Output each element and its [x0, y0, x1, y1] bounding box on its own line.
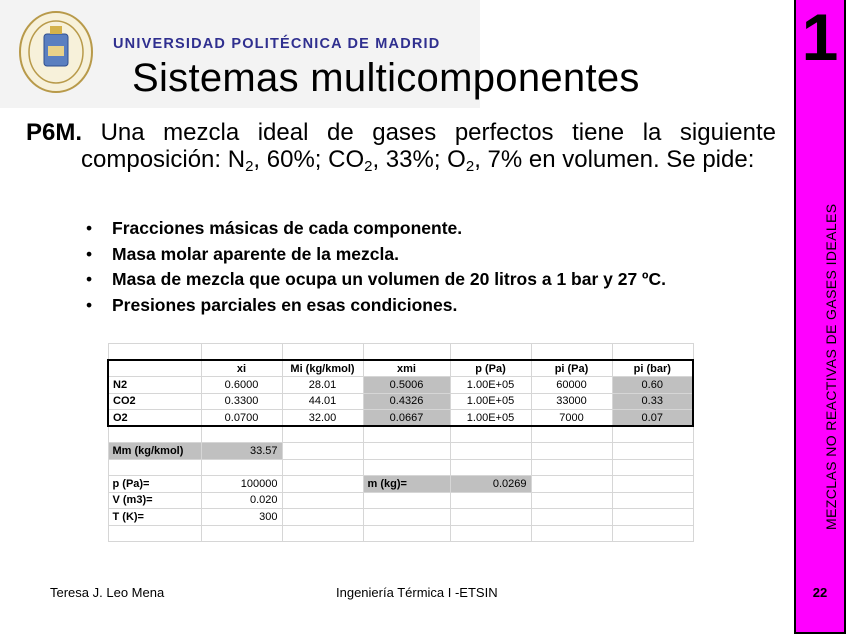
empty-row	[108, 344, 693, 361]
page-number: 22	[812, 585, 828, 600]
subscript-n2: 2	[245, 158, 254, 175]
cell: 28.01	[282, 377, 363, 394]
m-label: m (kg)=	[363, 476, 450, 493]
row-label: CO2	[108, 393, 201, 410]
pressure-row	[108, 476, 693, 493]
university-seal-icon	[18, 10, 94, 94]
problem-text-c: , 33%; O	[372, 146, 466, 173]
header-cell: p (Pa)	[450, 360, 531, 377]
cell: 0.4326	[363, 393, 450, 410]
row-label: O2	[108, 410, 201, 427]
cell: 44.01	[282, 393, 363, 410]
cell: 1.00E+05	[450, 393, 531, 410]
results-spreadsheet	[107, 343, 694, 542]
cell: 7000	[531, 410, 612, 427]
cell: 33000	[531, 393, 612, 410]
temperature-row	[108, 509, 693, 526]
problem-text-b: , 60%; CO	[253, 146, 365, 173]
footer-course: Ingeniería Térmica I -ETSIN	[336, 585, 498, 600]
task-item: • Masa molar aparente de la mezcla.	[86, 244, 666, 270]
cell: 0.33	[612, 393, 693, 410]
chapter-number: 1	[801, 0, 839, 74]
chapter-sideband	[794, 0, 846, 634]
cell: 0.07	[612, 410, 693, 427]
p-value: 100000	[201, 476, 282, 493]
header-cell: pi (Pa)	[531, 360, 612, 377]
mm-label: Mm (kg/kmol)	[108, 443, 201, 460]
cell: 1.00E+05	[450, 377, 531, 394]
subscript-co2: 2	[364, 158, 373, 175]
subscript-o2: 2	[465, 158, 475, 175]
empty-row	[108, 459, 693, 476]
cell: 0.0700	[201, 410, 282, 427]
university-name: UNIVERSIDAD POLITÉCNICA DE MADRID	[113, 36, 441, 52]
cell: 0.60	[612, 377, 693, 394]
header-cell: xmi	[363, 360, 450, 377]
mm-value: 33.57	[201, 443, 282, 460]
table-row	[108, 410, 693, 427]
row-label: N2	[108, 377, 201, 394]
header-cell: Mi (kg/kmol)	[282, 360, 363, 377]
t-value: 300	[201, 509, 282, 526]
header-cell: pi (bar)	[612, 360, 693, 377]
slide-title: Sistemas multicomponentes	[132, 56, 640, 100]
cell: 0.5006	[363, 377, 450, 394]
cell: 0.3300	[201, 393, 282, 410]
header-cell	[108, 360, 201, 377]
problem-text-d: , 7% en volumen. Se pide:	[474, 146, 755, 173]
problem-text-a: Una mezcla ideal de gases perfectos tiene la siguiente composición: N	[81, 119, 776, 173]
footer-author: Teresa J. Leo Mena	[50, 585, 165, 600]
table-row	[108, 377, 693, 394]
header	[0, 0, 640, 108]
molar-mass-row	[108, 443, 693, 460]
empty-row	[108, 426, 693, 443]
v-value: 0.020	[201, 492, 282, 509]
t-label: T (K)=	[108, 509, 201, 526]
task-item: • Fracciones másicas de cada componente.	[86, 218, 666, 244]
table-row	[108, 393, 693, 410]
cell: 0.0667	[363, 410, 450, 427]
p-label: p (Pa)=	[108, 476, 201, 493]
problem-label: P6M.	[26, 119, 83, 146]
chapter-topic: MEZCLAS NO REACTIVAS DE GASES IDEALES	[823, 203, 839, 530]
cell: 0.6000	[201, 377, 282, 394]
cell: 1.00E+05	[450, 410, 531, 427]
volume-row	[108, 492, 693, 509]
header-row	[108, 360, 693, 377]
header-cell: xi	[201, 360, 282, 377]
task-item: • Presiones parciales en esas condiciones.	[86, 295, 666, 321]
cell: 32.00	[282, 410, 363, 427]
task-list	[86, 218, 666, 320]
problem-statement	[26, 119, 776, 173]
m-value: 0.0269	[450, 476, 531, 493]
cell: 60000	[531, 377, 612, 394]
v-label: V (m3)=	[108, 492, 201, 509]
task-item: • Masa de mezcla que ocupa un volumen de 20 litros a 1 bar y 27 ºC.	[86, 269, 666, 295]
empty-row	[108, 525, 693, 542]
